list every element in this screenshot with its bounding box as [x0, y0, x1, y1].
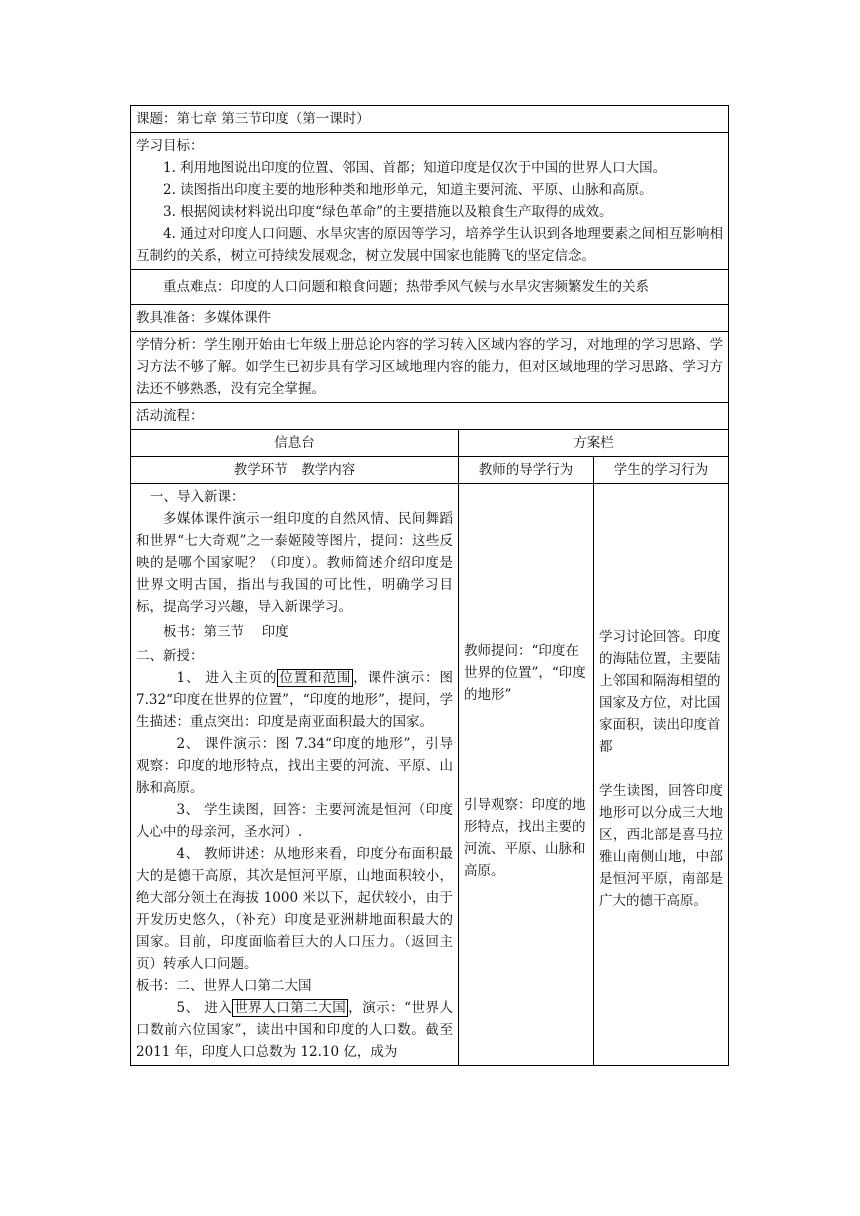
- objective-item: 3. 根据阅读材料说出印度“绿色革命”的主要措施以及粮食生产取得的成效。: [163, 204, 613, 220]
- student-discussion: 学习讨论回答。印度的海陆位置，主要陆上邻国和隔海相望的国家及方位，对比国家面积，读出印度首都: [599, 629, 721, 755]
- board-note-2: 板书：二、世界人口第二大国: [136, 978, 312, 994]
- student-analysis: 学情分析：学生刚开始由七年级上册总论内容的学习转入区域内容的学习，对地理的学习思路、学习方法不够了解。如学生已初步具有学习区域地理内容的能力，但对区域地理的学习思路、学习方法还不够熟悉，没有完全掌握。: [131, 332, 729, 403]
- learning-objectives: [131, 133, 729, 270]
- objectives-row: [131, 133, 729, 270]
- new-lesson-title: 二、新授：: [136, 648, 204, 664]
- teaching-content: [131, 484, 459, 1066]
- plan-header: 方案栏: [459, 430, 729, 457]
- teacher-question: 教师提问：“印度在世界的位置”，“印度的地形”: [464, 643, 586, 703]
- key-points-row: [131, 270, 729, 305]
- content-header: 教学环节 教学内容: [131, 457, 459, 484]
- step-2: 2、 课件演示：图 7.34“印度的地形”，引导观察：印度的地形特点，找出主要的河流、平原、山脉和高原。: [136, 736, 453, 796]
- objective-item: 4. 通过对印度人口问题、水旱灾害的原因等学习，培养学生认识到各地理要素之间相互影响相互制约的关系，树立可持续发展观念，树立发展中国家也能腾飞的坚定信念。: [136, 226, 724, 264]
- materials-row: [131, 305, 729, 332]
- key-points: 重点难点：印度的人口问题和粮食问题；热带季风气候与水旱灾害频繁发生的关系: [131, 270, 729, 305]
- lesson-plan: [130, 105, 728, 1066]
- objectives-heading: 学习目标：: [136, 138, 204, 154]
- objective-item: 1. 利用地图说出印度的位置、邻国、首都；知道印度是仅次于中国的世界人口大国。: [163, 160, 667, 176]
- step-4: 4、 教师讲述：从地形来看，印度分布面积最大的是德干高原，其次是恒河平原，山地面积较小，绝大部分领土在海拔 1000 米以下，起伏较小，由于开发历史悠久，（补充）印度是亚洲耕地面积最大的国家。目前，印度面临着巨大的人口压力。（返回主页）转承人口问题。: [136, 846, 453, 972]
- title-row: [131, 106, 729, 133]
- step-1-text-cont: ，课件演示：图 7.32“印度在世界的位置”，“印度的地形”，提问，学生描述：重点突出：印度是南亚面积最大的国家。: [136, 670, 453, 730]
- section-header-row: [131, 430, 729, 457]
- step-3: 3、 学生读图，回答：主要河流是恒河（印度人心中的母亲河，圣水河）.: [136, 802, 453, 840]
- analysis-row: [131, 332, 729, 403]
- teacher-guide-observe: 引导观察：印度的地形特点，找出主要的河流、平原、山脉和高原。: [464, 797, 586, 879]
- intro-text: 多媒体课件演示一组印度的自然风情、民间舞蹈和世界“七大奇观”之一泰姬陵等图片，提问：这些反映的是哪个国家呢？（印度）。教师简述介绍印度是世界文明古国，指出与我国的可比性，明确学习目标，提高学习兴趣，导入新课学习。: [136, 511, 453, 615]
- step-5-text: 5、 进入: [176, 1000, 233, 1016]
- step-5: [136, 997, 453, 1063]
- student-read-map: 学生读图，回答印度地形可以分成三大地区，西北部是喜马拉雅山南侧山地，中部是恒河平原，南部是广大的德干高原。: [599, 783, 724, 909]
- teacher-guidance: [459, 484, 594, 1066]
- step-1-text: 1、 进入主页的: [176, 670, 278, 686]
- info-header: 信息台: [131, 430, 459, 457]
- lesson-plan-table: [130, 105, 729, 1066]
- student-header: 学生的学习行为: [594, 457, 729, 484]
- board-note-1: 板书：第三节 印度: [163, 624, 289, 640]
- teacher-header: 教师的导学行为: [459, 457, 594, 484]
- activity-row: [131, 403, 729, 430]
- step-1: [136, 667, 453, 733]
- location-and-range-link[interactable]: 位置和范围: [279, 670, 352, 686]
- intro-title: 一、导入新课：: [150, 489, 245, 505]
- column-header-row: [131, 457, 729, 484]
- objective-item: 2. 读图指出印度主要的地形种类和地形单元，知道主要河流、平原、山脉和高原。: [163, 182, 653, 198]
- second-population-link[interactable]: 世界人口第二大国: [234, 1000, 347, 1016]
- activity-flow: 活动流程：: [131, 403, 729, 430]
- student-learning: [594, 484, 729, 1066]
- teaching-materials: 教具准备：多媒体课件: [131, 305, 729, 332]
- step-5-text-cont: ，演示：“世界人口数前六位国家”，读出中国和印度的人口数。截至 2011 年，印度人口总数为 12.10 亿，成为: [136, 1000, 454, 1060]
- lesson-title: 课题：第七章 第三节印度（第一课时）: [131, 106, 729, 133]
- content-row: [131, 484, 729, 1066]
